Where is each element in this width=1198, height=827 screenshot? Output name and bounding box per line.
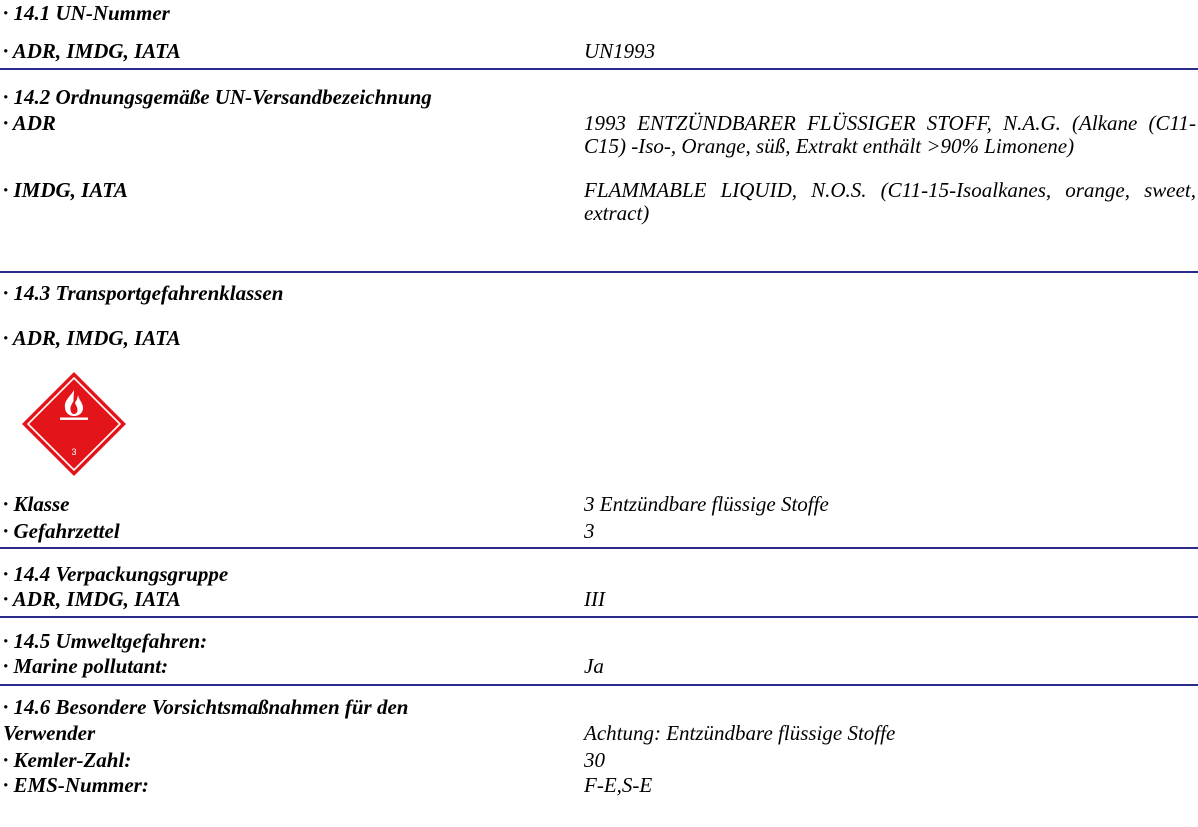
section-14-3-heading: · 14.3 Transportgefahrenklassen <box>3 281 284 305</box>
section-14-5-heading: · 14.5 Umweltgefahren: <box>3 629 208 653</box>
section-14-2-heading: · 14.2 Ordnungsgemäße UN-Versandbezeichnung <box>3 85 432 109</box>
klasse-value: 3 Entzündbare flüssige Stoffe <box>584 492 829 516</box>
packing-group-value: III <box>584 587 605 611</box>
kemler-label: · Kemler-Zahl: <box>3 748 132 772</box>
ems-value: F-E,S-E <box>584 773 653 797</box>
kemler-value: 30 <box>584 748 605 772</box>
adr-shipping-name: 1993 ENTZÜNDBARER FLÜSSIGER STOFF, N.A.G. (Alkane (C11-C15) -Iso-, Orange, süß, Extrakt enthält >90% Limonene) <box>584 111 1196 158</box>
un-number-mode-label: · ADR, IMDG, IATA <box>3 39 181 63</box>
flammable-liquid-class-3-icon <box>20 370 128 478</box>
section-14-4-heading: · 14.4 Verpackungsgruppe <box>3 562 229 586</box>
ems-label: · EMS-Nummer: <box>3 773 149 797</box>
hazard-class-mode-label: · ADR, IMDG, IATA <box>3 326 181 350</box>
section-14-6-heading: · 14.6 Besondere Vorsichtsmaßnahmen für den <box>3 695 409 719</box>
marine-pollutant-value: Ja <box>584 654 604 678</box>
marine-pollutant-label: · Marine pollutant: <box>3 654 169 678</box>
imdg-iata-shipping-name: FLAMMABLE LIQUID, N.O.S. (C11-15-Isoalkanes, orange, sweet, extract) <box>584 178 1196 225</box>
un-number-value: UN1993 <box>584 39 656 63</box>
pictogram-number: 3 <box>71 447 77 457</box>
special-precautions-value: Achtung: Entzündbare flüssige Stoffe <box>584 721 896 745</box>
divider <box>0 547 1198 549</box>
gefahrzettel-label: · Gefahrzettel <box>3 519 120 543</box>
imdg-iata-label: · IMDG, IATA <box>3 178 128 202</box>
divider <box>0 271 1198 273</box>
divider <box>0 68 1198 70</box>
adr-label: · ADR <box>3 111 56 135</box>
divider <box>0 684 1198 686</box>
divider <box>0 616 1198 618</box>
section-14-1-heading: · 14.1 UN-Nummer <box>3 1 170 25</box>
klasse-label: · Klasse <box>3 492 70 516</box>
gefahrzettel-value: 3 <box>584 519 595 543</box>
section-14-6-heading-cont: Verwender <box>3 721 96 745</box>
packing-group-mode-label: · ADR, IMDG, IATA <box>3 587 181 611</box>
